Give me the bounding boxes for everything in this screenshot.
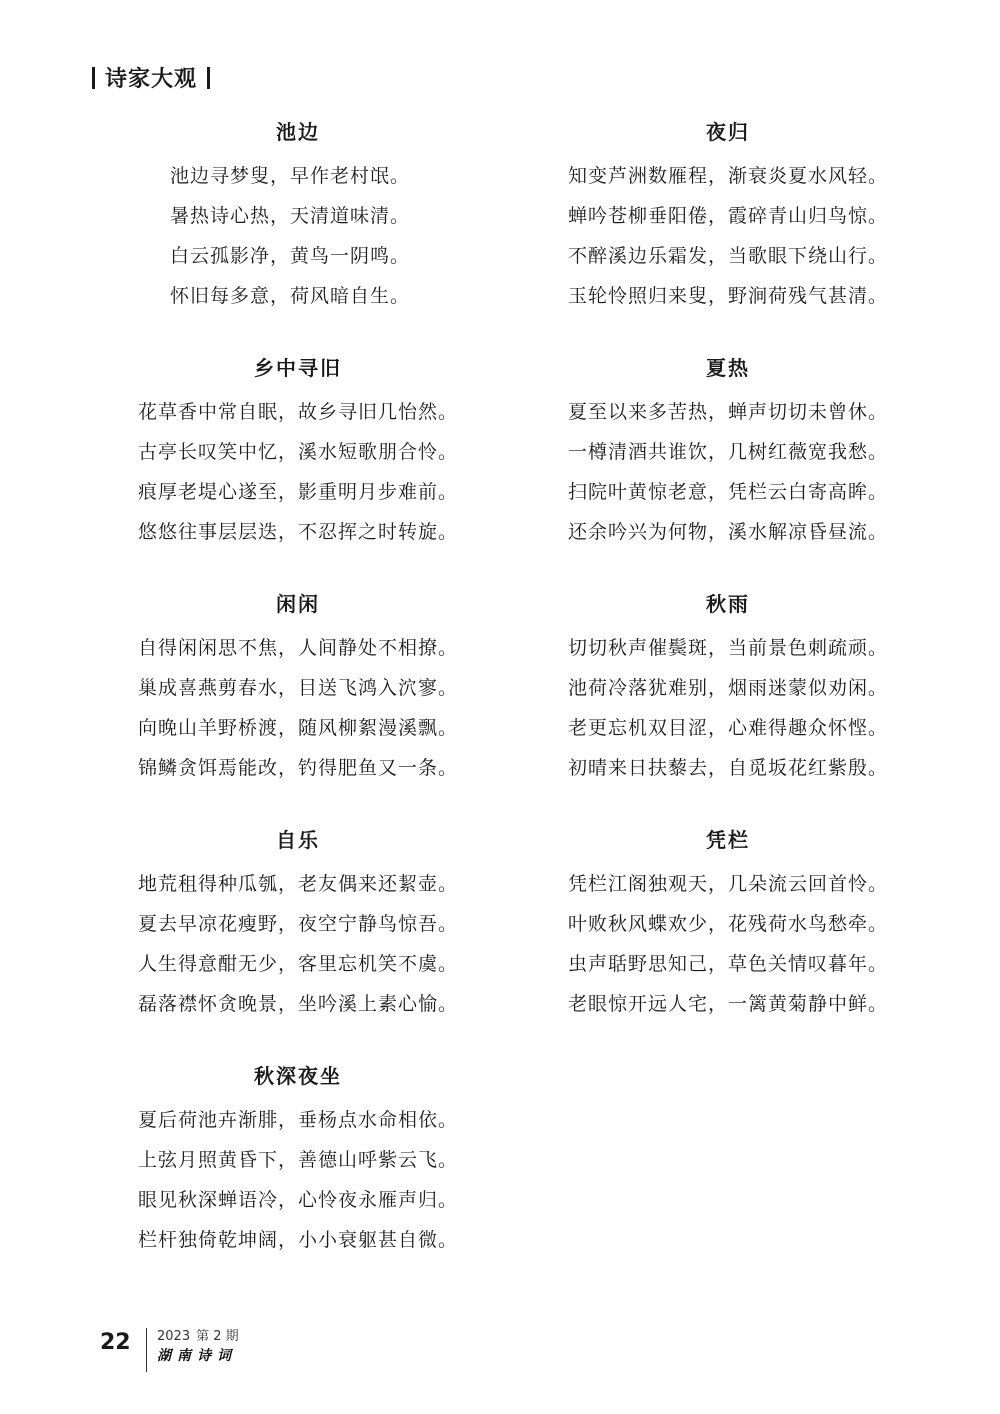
poem-line: 痕厚老堤心遂至，影重明月步难前。 [138, 481, 459, 503]
poem-title: 夜归 [706, 120, 750, 144]
poem-line: 知变芦洲数雁程，渐衰炎夏水风轻。 [568, 165, 889, 187]
poem-line: 一樽清酒共谁饮，几树红薇宽我愁。 [568, 441, 889, 463]
poem-xiare [568, 354, 888, 552]
header-bar-left [92, 67, 95, 89]
poem-line: 上弦月照黄昏下，善德山呼紫云飞。 [138, 1149, 459, 1171]
poem-line: 不醉溪边乐霜发，当歌眼下绕山行。 [568, 245, 889, 267]
poem-line: 夏至以来多苦热，蝉声切切未曾休。 [568, 401, 889, 423]
poem-line: 白云孤影净，黄鸟一阴鸣。 [170, 245, 411, 267]
poem-line: 叶败秋风蝶欢少，花残荷水鸟愁牵。 [568, 913, 889, 935]
poem-xianxian [138, 590, 458, 788]
poem-line: 地荒租得种瓜瓠，老友偶来还絜壶。 [138, 873, 459, 895]
poem-line: 扫院叶黄惊老意，凭栏云白寄高眸。 [568, 481, 889, 503]
poem-title: 秋深夜坐 [254, 1064, 342, 1088]
poem-line: 池边寻梦叟，早作老村氓。 [170, 165, 411, 187]
poem-line: 老眼惊开远人宅，一篱黄菊静中鲜。 [568, 993, 889, 1015]
poem-line: 池荷冷落犹难别，烟雨迷蒙似劝闲。 [568, 677, 889, 699]
poem-title: 自乐 [276, 828, 320, 852]
poem-line: 凭栏江阁独观天，几朵流云回首怜。 [568, 873, 889, 895]
poem-line: 锦鳞贪饵焉能改，钓得肥鱼又一条。 [138, 757, 459, 779]
poem-xiangzhongxunjiu [138, 354, 458, 552]
poem-line: 花草香中常自眠，故乡寻旧几怡然。 [138, 401, 459, 423]
header-bar-right [207, 67, 210, 89]
poem-title: 闲闲 [276, 592, 320, 616]
poem-title: 凭栏 [706, 828, 750, 852]
poem-line: 切切秋声催鬓斑，当前景色刺疏顽。 [568, 637, 889, 659]
poem-pinglan [568, 826, 888, 1024]
poem-title: 秋雨 [706, 592, 750, 616]
poem-yegui [568, 118, 888, 316]
poem-line: 悠悠往事层层迭，不忍挥之时转旋。 [138, 521, 459, 543]
poem-chibian [138, 118, 458, 316]
footer-divider [146, 1328, 147, 1372]
poem-line: 磊落襟怀贪晚景，坐吟溪上素心愉。 [138, 993, 459, 1015]
page-footer [100, 1328, 239, 1372]
poem-title: 池边 [276, 120, 320, 144]
poem-line: 老更忘机双目涩，心难得趣众怀悭。 [568, 717, 889, 739]
poem-line: 向晚山羊野桥渡，随风柳絮漫溪飘。 [138, 717, 459, 739]
section-header [92, 62, 220, 93]
poem-line: 虫声聒野思知己，草色关情叹暮年。 [568, 953, 889, 975]
issue-info [157, 1328, 239, 1366]
poem-line: 夏后荷池卉渐腓，垂杨点水命相依。 [138, 1109, 459, 1131]
issue-year: 2023 [157, 1329, 191, 1344]
poem-line: 还余吟兴为何物，溪水解凉昏昼流。 [568, 521, 889, 543]
poem-line: 怀旧每多意，荷风暗自生。 [170, 285, 411, 307]
section-title: 诗家大观 [105, 67, 198, 92]
poem-line: 暑热诗心热，天清道味清。 [170, 205, 411, 227]
poem-zile [138, 826, 458, 1024]
page-number: 22 [100, 1330, 131, 1355]
poem-line: 自得闲闲思不焦，人间静处不相撩。 [138, 637, 459, 659]
issue-number: 第 2 期 [196, 1329, 239, 1344]
poem-qiuyu [568, 590, 888, 788]
poem-line: 人生得意酣无少，客里忘机笑不虞。 [138, 953, 459, 975]
poem-title: 夏热 [706, 356, 750, 380]
poem-qiushenyezuo [138, 1062, 458, 1260]
poem-title: 乡中寻旧 [254, 356, 342, 380]
poem-line: 蝉吟苍柳垂阳倦，霞碎青山归鸟惊。 [568, 205, 889, 227]
poem-line: 古亭长叹笑中忆，溪水短歌朋合怜。 [138, 441, 459, 463]
poem-line: 眼见秋深蝉语冷，心怜夜永雁声归。 [138, 1189, 459, 1211]
poem-line: 玉轮怜照归来叟，野涧荷残气甚清。 [568, 285, 889, 307]
poem-line: 初晴来日扶藜去，自觅坂花红紫殷。 [568, 757, 889, 779]
poem-line: 夏去早凉花瘦野，夜空宁静鸟惊吾。 [138, 913, 459, 935]
magazine-name: 湖南诗词 [157, 1348, 237, 1364]
poem-line: 巢成喜燕剪春水，目送飞鸿入泬寥。 [138, 677, 459, 699]
poem-line: 栏杆独倚乾坤阔，小小衰躯甚自微。 [138, 1229, 459, 1251]
